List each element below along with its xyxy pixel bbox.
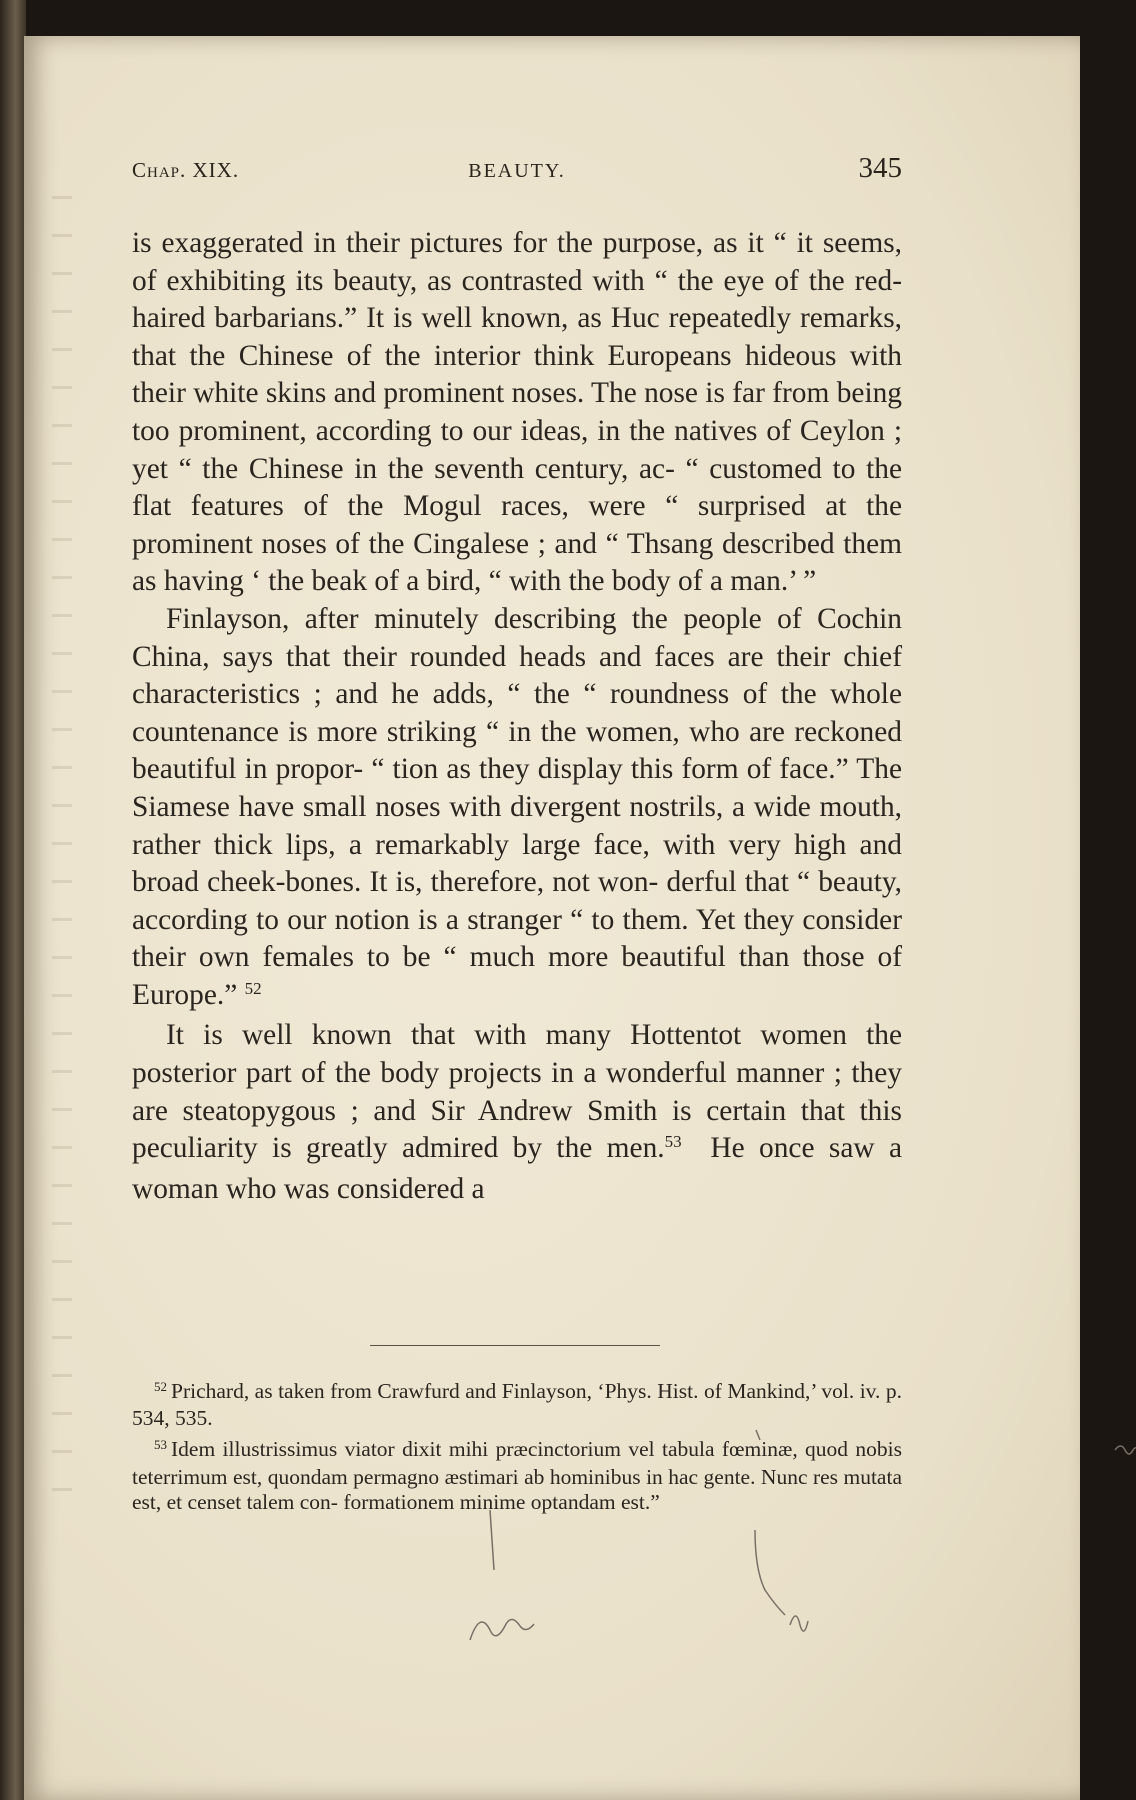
footnote-number: 52 <box>154 1379 167 1394</box>
gutter-shadow <box>52 196 72 1496</box>
paragraph-2 <box>132 601 902 1018</box>
footnote-53 <box>132 1437 902 1515</box>
paragraph-3 <box>132 1017 902 1208</box>
body-text <box>132 225 902 1208</box>
paragraph-3-text: It is well known that with many Hottentot women the posterior part of the body projects in a wonderful manner ; they are steatopygous ; and Sir Andrew Smith is certain that this peculiarity is greatly admired by the men. <box>132 1019 902 1165</box>
chapter-label: Chap. XIX. <box>132 158 240 182</box>
paragraph-1: is exaggerated in their pictures for the purpose, as it “ it seems, of exhibiting its beauty, as contrasted with “ the eye of the red-haired barbarians.” It is well known, as Huc repeatedly remarks, that the Chinese of the interior think Europeans hideous with their white skins and prominent noses. The nose is far from being too prominent, according to our ideas, in the natives of Ceylon ; yet “ the Chinese in the seventh century, ac- “ customed to the flat features of the Mogul races, were “ surprised at the prominent noses of the Cingalese ; and “ Thsang described them as having ‘ the beak of a bird, “ with the body of a man.’ ” <box>132 227 902 598</box>
paragraph-2-text: Finlayson, after minutely describing the people of Cochin China, says that their rounded heads and faces are their chief characteristics ; and he adds, “ the “ roundness of the whole countenance is more striking “ in the women, who are reckoned beautiful in propor- “ tion as they display this form of face.” The Siamese have small noses with divergent nostrils, a wide mouth, rather thick lips, a remarkably large face, with very high and broad cheek-bones. It is, therefore, not won- derful that “ beauty, according to our notion is a stranger “ to them. Yet they consider their own females to be “ much more beautiful than those of Europe.” <box>132 602 902 1011</box>
paragraph-3-tail: He once saw a woman who was considered a <box>132 1132 903 1205</box>
section-title: BEAUTY. <box>468 160 566 182</box>
footnote-text: Prichard, as taken from Crawfurd and Finlayson, ‘Phys. Hist. of Mankind,’ vol. iv. p. 534, 535. <box>132 1379 902 1431</box>
running-head <box>132 152 902 192</box>
footnote-rule <box>370 1345 660 1346</box>
facing-page-edge <box>0 0 26 1800</box>
footnote-ref-52: 52 <box>244 978 262 998</box>
footnote-52 <box>132 1379 902 1431</box>
footnotes <box>132 1379 902 1521</box>
footnote-text: Idem illustrissimus viator dixit mihi præcinctorium vel tabula fœminæ, quod nobis teterrimum est, quondam permagno æstimari ab hominibus in hac gente. Nunc res mutata est, et censet talem con- formationem minime optandam est.” <box>132 1437 902 1514</box>
footnote-ref-53: 53 <box>664 1132 682 1152</box>
page-number: 345 <box>858 152 902 184</box>
footnote-number: 53 <box>154 1437 167 1453</box>
